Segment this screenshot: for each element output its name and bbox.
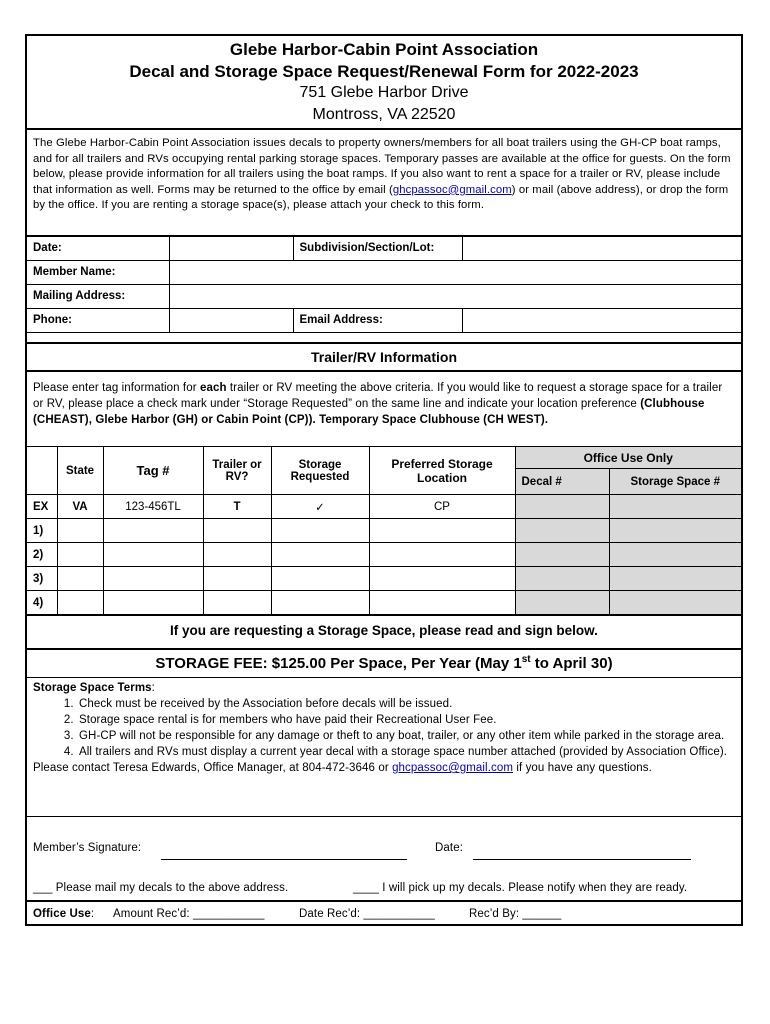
member-info-table <box>27 235 741 333</box>
instr-locations: (Clubhouse (CHEAST), Glebe Harbor (GH) or Cabin Point (CP)). Temporary Space Clubhouse (CH WEST). <box>33 398 705 426</box>
trailer-rv-cell[interactable] <box>203 543 271 567</box>
date-received: Date Rec’d: ___________ <box>299 908 435 920</box>
member-name-label: Member Name: <box>27 260 169 284</box>
storage-requested-header: Storage Requested <box>271 447 369 495</box>
table-row <box>27 543 741 567</box>
table-row <box>27 495 741 519</box>
instr-text: Please enter tag information for <box>33 382 200 394</box>
contact-line <box>33 760 735 776</box>
preferred-location-header: Preferred Storage Location <box>369 447 515 495</box>
divider <box>27 677 741 678</box>
row-label-header <box>27 447 57 495</box>
office-use-row <box>33 908 741 920</box>
office-use-only-header: Office Use Only <box>515 447 741 469</box>
divider <box>27 816 741 817</box>
trailer-rv-cell[interactable] <box>203 519 271 543</box>
form-title: Decal and Storage Space Request/Renewal Form for 2022-2023 <box>129 62 639 81</box>
address-line-1: 751 Glebe Harbor Drive <box>299 84 469 101</box>
member-signature-label: Member’s Signature: <box>33 842 142 854</box>
storage-notice: If you are requesting a Storage Space, please read and sign below. <box>170 623 598 638</box>
divider <box>27 128 741 130</box>
trailer-rv-section-title: Trailer/RV Information <box>311 349 457 365</box>
tag-cell[interactable] <box>103 591 203 615</box>
amount-received: Amount Rec’d: ___________ <box>113 908 265 920</box>
date-label: Date: <box>27 236 169 260</box>
signature-row <box>33 842 741 854</box>
storage-requested-cell[interactable] <box>271 591 369 615</box>
table-row <box>27 567 741 591</box>
fee-text: STORAGE FEE: $125.00 Per Space, Per Year (May 1 <box>155 655 522 672</box>
storage-space-cell <box>609 495 741 519</box>
subdivision-label: Subdivision/Section/Lot: <box>293 236 462 260</box>
office-use-label: Office Use <box>33 908 91 920</box>
location-cell[interactable] <box>369 519 515 543</box>
decal-request-form <box>25 34 743 926</box>
contact-text-end: if you have any questions. <box>513 762 652 774</box>
divider <box>27 614 741 616</box>
storage-requested-cell[interactable] <box>271 519 369 543</box>
association-title: Glebe Harbor-Cabin Point Association <box>229 40 539 59</box>
signature-date-label: Date: <box>435 842 463 854</box>
tag-cell: 123-456TL <box>103 495 203 519</box>
state-cell[interactable] <box>57 543 103 567</box>
decal-cell <box>515 495 609 519</box>
terms-heading: Storage Space Terms <box>33 682 152 694</box>
trailer-rv-header: Trailer or RV? <box>203 447 271 495</box>
table-row <box>27 519 741 543</box>
pickup-decals-option[interactable]: ____ I will pick up my decals. Please notify when they are ready. <box>353 882 688 894</box>
divider <box>27 370 741 372</box>
form-header <box>27 36 741 128</box>
row-label: EX <box>27 495 57 519</box>
location-cell[interactable] <box>369 591 515 615</box>
storage-fee <box>27 654 741 672</box>
mailing-address-field[interactable] <box>169 284 741 308</box>
trailer-rv-cell: T <box>203 495 271 519</box>
intro-paragraph <box>33 136 735 214</box>
location-cell[interactable] <box>369 543 515 567</box>
trailer-rv-cell[interactable] <box>203 591 271 615</box>
decal-cell <box>515 519 609 543</box>
location-cell: CP <box>369 495 515 519</box>
instr-text-mid: trailer or RV meeting the above criteria. If you would like to request a storage space for a trailer or RV, please place a check mark under “Storage Requested” on the same line and indicate your location preference <box>33 382 723 410</box>
storage-space-cell <box>609 567 741 591</box>
trailer-instructions <box>33 380 735 428</box>
mail-decals-option[interactable]: ___ Please mail my decals to the above address. <box>33 882 289 894</box>
decal-cell <box>515 543 609 567</box>
tag-cell[interactable] <box>103 543 203 567</box>
phone-field[interactable] <box>169 308 293 332</box>
fee-text-end: to April 30) <box>530 655 613 672</box>
state-cell[interactable] <box>57 591 103 615</box>
received-by: Rec’d By: ______ <box>469 908 562 920</box>
member-signature-line[interactable] <box>161 851 407 860</box>
term-item: 4. All trailers and RVs must display a current year decal with a storage space number attached (provided by Association Office). <box>77 744 735 760</box>
mailing-address-label: Mailing Address: <box>27 284 169 308</box>
instr-emphasis: each <box>199 382 227 394</box>
decal-number-header: Decal # <box>515 469 609 495</box>
trailer-rv-cell[interactable] <box>203 567 271 591</box>
intro-text-end: ) or mail (above address), or drop the form by the office. If you are renting a storage space(s), please attach your check to this form. <box>33 183 729 212</box>
state-header: State <box>57 447 103 495</box>
storage-space-cell <box>609 591 741 615</box>
trailer-tag-table <box>27 446 741 615</box>
contact-text: Please contact Teresa Edwards, Office Manager, at 804-472-3646 or <box>33 762 393 774</box>
subdivision-field[interactable] <box>462 236 741 260</box>
row-label: 4) <box>27 591 57 615</box>
storage-space-number-header: Storage Space # <box>609 469 741 495</box>
office-use-colon: : <box>90 908 95 920</box>
storage-terms <box>33 680 735 776</box>
decal-cell <box>515 567 609 591</box>
intro-text: The Glebe Harbor-Cabin Point Association issues decals to property owners/members for all boat trailers using the GH-CP boat ramps, and for all trailers and RVs occupying rental parking storage spaces. Temporary passes are available at the office for guests. On the form below, please provide information for all trailers using the boat ramps. If you also want to rent a space for a trailer or RV, please include that information as well. Forms may be returned to the office by email ( <box>33 137 731 196</box>
row-label: 1) <box>27 519 57 543</box>
row-label: 2) <box>27 543 57 567</box>
row-label: 3) <box>27 567 57 591</box>
state-cell: VA <box>57 495 103 519</box>
tag-cell[interactable] <box>103 519 203 543</box>
fee-superscript: st <box>521 654 531 665</box>
tag-header: Tag # <box>103 447 203 495</box>
term-item: 3. GH-CP will not be responsible for any damage or theft to any boat, trailer, or any other item while parked in the storage area. <box>77 728 735 744</box>
email-address-field[interactable] <box>462 308 741 332</box>
decal-delivery-options <box>33 882 741 894</box>
storage-requested-cell[interactable] <box>271 543 369 567</box>
tag-cell[interactable] <box>103 567 203 591</box>
contact-email-link[interactable]: ghcpassoc@gmail.com <box>392 762 514 774</box>
date-field[interactable] <box>169 236 293 260</box>
signature-date-line[interactable] <box>473 851 691 860</box>
state-cell[interactable] <box>57 567 103 591</box>
location-cell[interactable] <box>369 567 515 591</box>
storage-space-cell <box>609 543 741 567</box>
address-line-2: Montross, VA 22520 <box>312 106 456 123</box>
state-cell[interactable] <box>57 519 103 543</box>
divider <box>27 648 741 650</box>
decal-cell <box>515 591 609 615</box>
term-item: 1. Check must be received by the Association before decals will be issued. <box>77 696 735 712</box>
storage-requested-cell: ✓ <box>271 495 369 519</box>
storage-requested-cell[interactable] <box>271 567 369 591</box>
storage-space-cell <box>609 519 741 543</box>
divider <box>27 342 741 344</box>
table-row <box>27 591 741 615</box>
email-address-label: Email Address: <box>293 308 462 332</box>
terms-colon: : <box>151 682 155 694</box>
phone-label: Phone: <box>27 308 169 332</box>
term-item: 2. Storage space rental is for members who have paid their Recreational User Fee. <box>77 712 735 728</box>
divider <box>27 900 741 902</box>
member-name-field[interactable] <box>169 260 741 284</box>
office-email-link[interactable]: ghcpassoc@gmail.com <box>392 183 512 196</box>
